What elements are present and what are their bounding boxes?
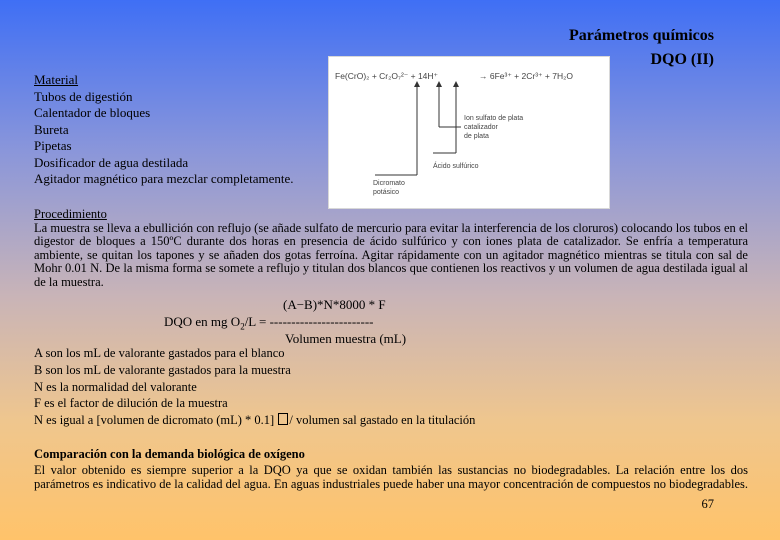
comparison-heading: Comparación con la demanda biológica de oxígeno [34, 447, 305, 461]
material-item: Dosificador de agua destilada [34, 154, 189, 170]
formula-lhs-sub: 2 [240, 321, 245, 332]
normality-before: N es igual a [volumen de dicromato (mL) * 0.1] [34, 413, 278, 428]
formula-lhs-text: DQO en mg O [164, 314, 241, 329]
definitions-list [34, 345, 475, 429]
formula-denominator: Volumen muestra (mL) [285, 331, 407, 346]
procedure-section [34, 208, 748, 289]
title-line-2: DQO (II) [650, 51, 714, 68]
arrow-heads [414, 81, 459, 87]
arrow-lines [375, 83, 461, 175]
reaction-figure [328, 56, 610, 209]
title-line-1: Parámetros químicos [568, 27, 714, 44]
procedure-heading: Procedimiento [34, 207, 107, 221]
label-catalizador-3: de plata [464, 133, 489, 140]
definition-item: B son los mL de valorante gastados para la muestra [34, 362, 291, 377]
definition-item: N es la normalidad del valorante [34, 379, 197, 394]
label-acido: Ácido sulfúrico [433, 163, 479, 170]
reaction-diagram [329, 57, 609, 208]
material-item: Tubos de digestión [34, 88, 133, 104]
formula-lhs-rest: /L = [244, 314, 267, 329]
material-item: Agitador magnético para mezclar completamente. [34, 171, 294, 186]
procedure-text: La muestra se lleva a ebullición con reflujo (se añade sulfato de mercurio para evitar la interferencia de los cloruros) colocando los tubos en el digestor de bloques a 150ºC durante dos horas en presencia de ácido sulfúrico y con iones plata de catalizador. Se enfría a temperatura ambiente, se quitan los tapones y se añaden dos gotas ferroína. Agitar rápidamente con un agitador magnético mientras se titula con sal de Mohr 0.01 N. De la misma forma se somete a reflujo y titulan dos blancos que contienen los reactivos y un volumen de agua destilada igual al de la muestra. [34, 220, 748, 289]
formula-dashes: ------------------------ [269, 314, 374, 329]
formula-numerator: (A−B)*N*8000 * F [283, 297, 386, 312]
normality-after: / volumen sal gastado en la titulación [289, 413, 476, 428]
equation-right: → 6Fe³⁺ + 2Cr³⁺ + 7H₂O [479, 71, 573, 81]
equation-left: Fe(CrO)₂ + Cr₂O₇²⁻ + 14H⁺ [335, 71, 439, 81]
normality-line [34, 412, 475, 429]
material-item: Calentador de bloques [34, 105, 151, 120]
definition-item: A son los mL de valorante gastados para el blanco [34, 346, 285, 360]
comparison-text: El valor obtenido es siempre superior a la DQO ya que se oxidan también las sustancias no biodegradables. La relación entre los dos parámetros es indicativo de la calidad del agua. En aguas industriales puede haber una mayor concentración de compuestos no biodegradables. [34, 463, 748, 491]
materials-heading: Material [34, 72, 79, 87]
label-dicromato-2: potásico [373, 189, 400, 196]
missing-glyph-icon [278, 413, 288, 425]
materials-list [34, 72, 294, 188]
label-dicromato-1: Dicromato [373, 180, 405, 187]
page-number: 67 [701, 497, 714, 511]
label-catalizador-2: catalizador [464, 124, 498, 131]
definition-item: F es el factor de dilución de la muestra [34, 396, 228, 411]
material-item: Pipetas [34, 138, 72, 153]
label-catalizador-1: Ion sulfato de plata [464, 115, 524, 122]
material-item: Bureta [34, 121, 69, 137]
